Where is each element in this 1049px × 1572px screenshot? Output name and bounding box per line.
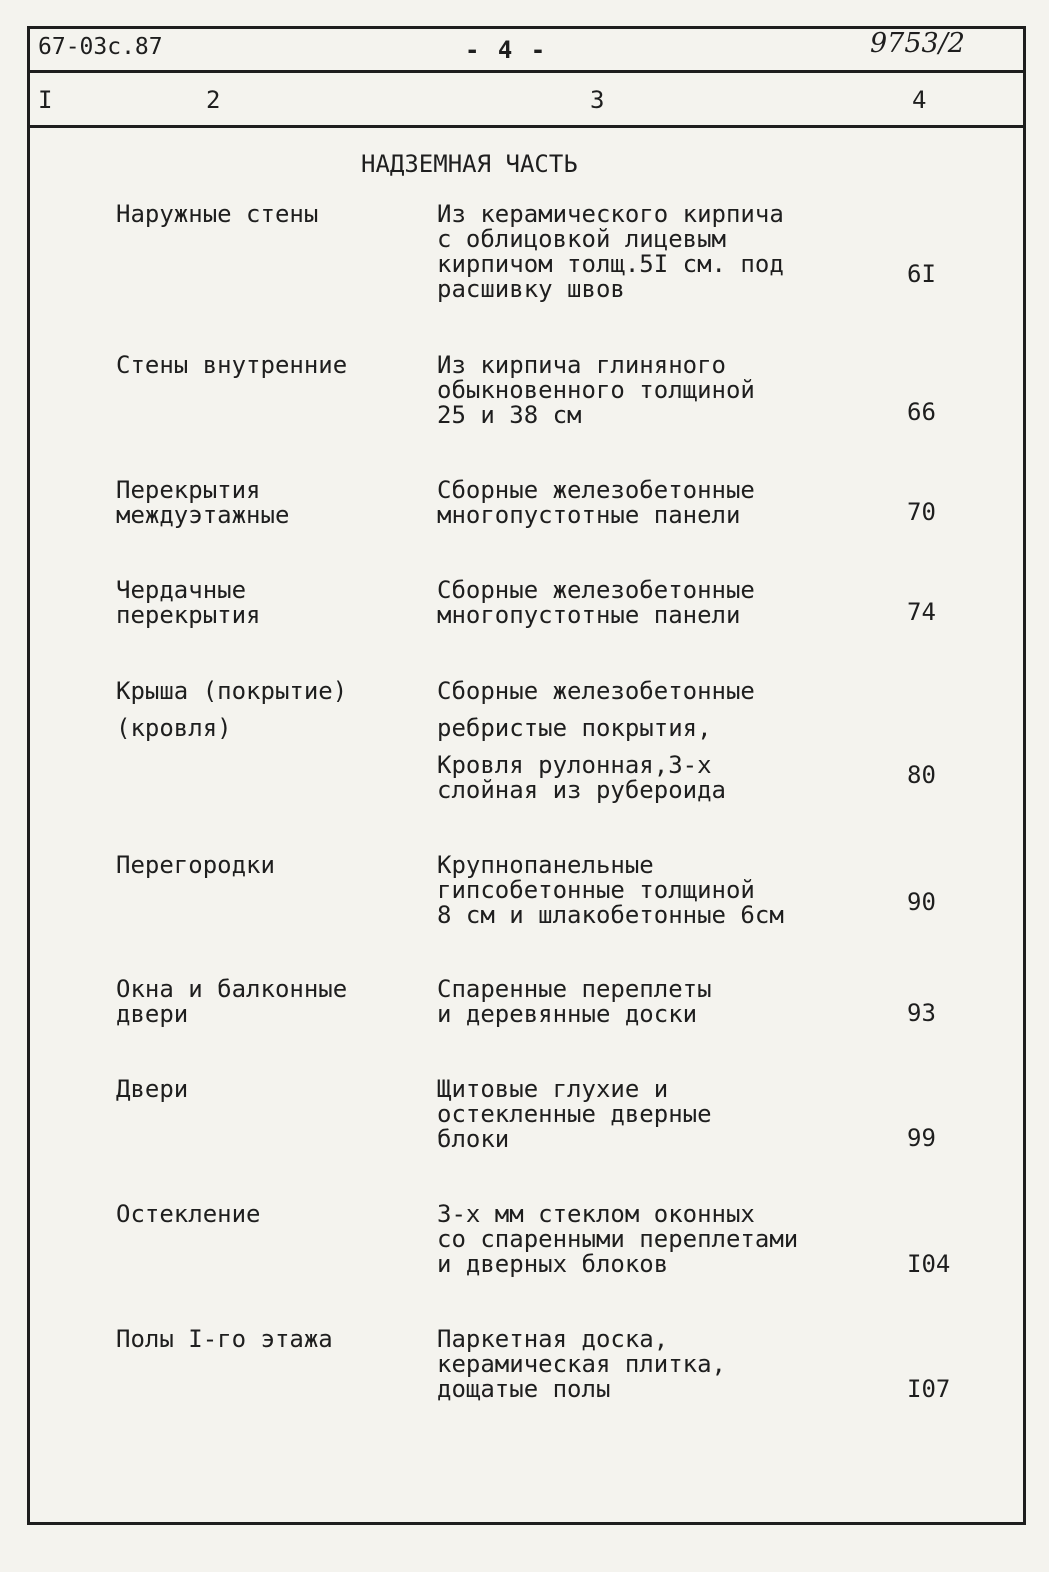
page-number: - 4 - [465, 36, 548, 64]
row-description: Спаренные переплеты и деревянные доски [437, 975, 712, 1028]
row-page: 6I [907, 260, 936, 288]
row-description: Сборные железобетонные многопустотные панели [437, 476, 755, 529]
row-description: Сборные железобетонные ребристые покрытия, Кровля рулонная,3-х [437, 677, 755, 779]
column-header-3: 3 [590, 86, 605, 114]
row-element: Остекление [116, 1200, 261, 1228]
row-description: Сборные железобетонные многопустотные панели [437, 576, 755, 629]
column-header-1: I [38, 86, 53, 114]
row-page: 70 [907, 498, 936, 526]
row-page: 80 [907, 761, 936, 789]
row-element: Чердачные перекрытия [116, 576, 261, 629]
row-element: Полы I-го этажа [116, 1325, 333, 1353]
row-page: 99 [907, 1124, 936, 1152]
row-element: Перегородки [116, 851, 275, 879]
column-header-divider [27, 125, 1026, 128]
row-element: Наружные стены [116, 200, 319, 228]
document-number: 9753/2 [870, 28, 965, 59]
row-page: 66 [907, 398, 936, 426]
row-description: Щитовые глухие и остекленные дверные блоки [437, 1075, 712, 1153]
row-page: 93 [907, 999, 936, 1027]
row-element: Стены внутренние [116, 351, 348, 379]
row-page: 90 [907, 888, 936, 916]
row-element: Окна и балконные двери [116, 975, 348, 1028]
row-element: Крыша (покрытие) (кровля) [116, 677, 348, 742]
row-description: Из кирпича глиняного обыкновенного толщиной 25 и 38 см [437, 351, 755, 429]
column-header-4: 4 [912, 86, 927, 114]
row-element: Двери [116, 1075, 189, 1103]
row-page: 74 [907, 598, 936, 626]
row-description: Из керамического кирпича с облицовкой лицевым кирпичом толщ.5I см. под расшивку швов [437, 200, 784, 303]
row-description-continued: слойная из рубероида [437, 776, 726, 804]
row-page: I04 [907, 1250, 951, 1278]
row-page: I07 [907, 1375, 951, 1403]
header-divider [27, 70, 1026, 73]
column-header-2: 2 [206, 86, 221, 114]
row-description: Крупнопанельные гипсобетонные толщиной 8 см и шлакобетонные 6см [437, 851, 784, 929]
section-title: НАДЗЕМНАЯ ЧАСТЬ [361, 150, 578, 178]
row-description: 3-х мм стеклом оконных со спаренными переплетами и дверных блоков [437, 1200, 799, 1278]
row-description: Паркетная доска, керамическая плитка, дощатые полы [437, 1325, 726, 1403]
document-code: 67-03с.87 [38, 34, 163, 60]
row-element: Перекрытия междуэтажные [116, 476, 290, 529]
